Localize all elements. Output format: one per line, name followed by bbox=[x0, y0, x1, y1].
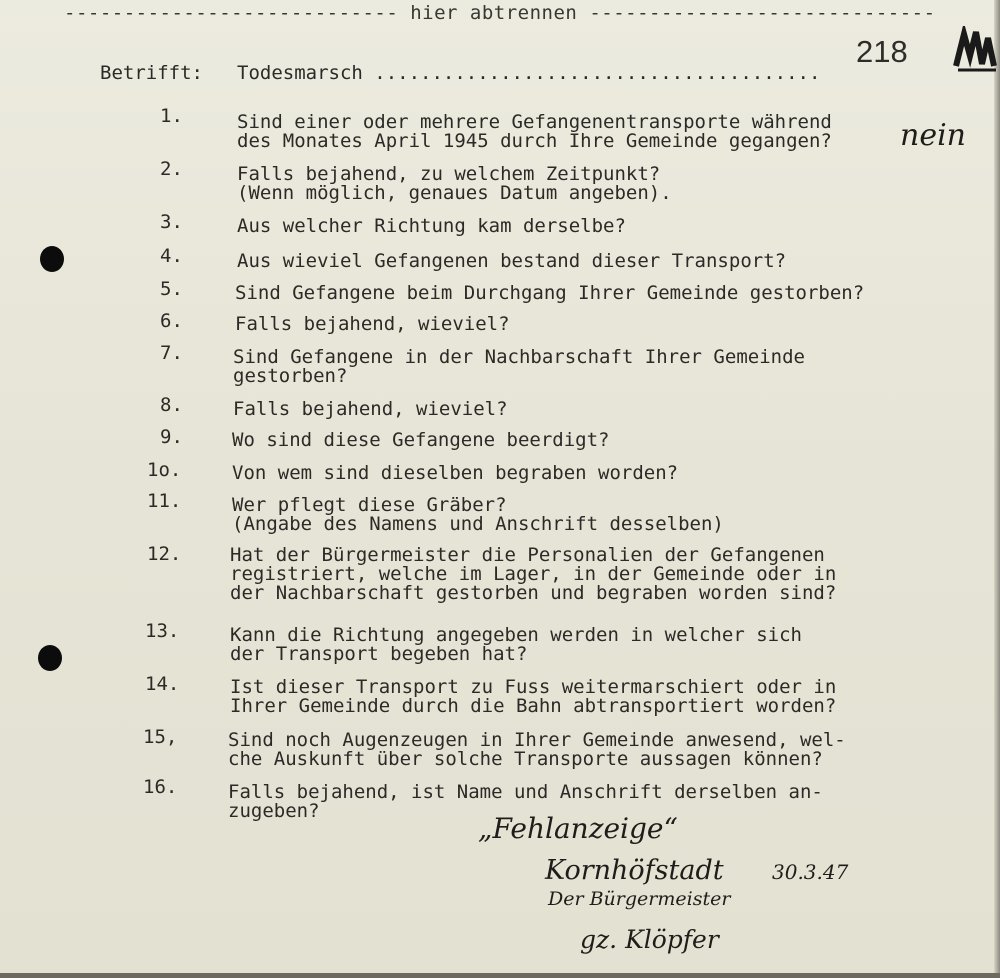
question-number: 2. bbox=[160, 158, 183, 180]
question-text: Aus wieviel Gefangenen bestand dieser Transport? bbox=[237, 250, 787, 272]
question-text: Von wem sind dieselben begraben worden? bbox=[232, 462, 679, 484]
handwritten-remark: „Fehlanzeige“ bbox=[478, 812, 678, 845]
question-text: Falls bejahend, wieviel? bbox=[233, 398, 508, 420]
handwritten-answer-no: nein bbox=[900, 118, 966, 153]
question-number: 1o. bbox=[147, 459, 182, 481]
handwritten-office: Der Bürgermeister bbox=[548, 888, 731, 910]
question-text: Sind einer oder mehrere Gefangenentransporte während des Monates April 1945 durch Ihre Gemeinde gegangen? bbox=[237, 111, 832, 152]
question-text: Kann die Richtung angegeben werden in welcher sich der Transport begeben hat? bbox=[230, 624, 802, 665]
question-number: 16. bbox=[143, 776, 178, 798]
question-number: 3. bbox=[160, 211, 183, 233]
handwritten-signature: gz. Klöpfer bbox=[580, 925, 719, 954]
question-text: Ist dieser Transport zu Fuss weitermarschiert oder in Ihrer Gemeinde durch die Bahn abtransportiert worden? bbox=[230, 676, 837, 717]
question-text: Wo sind diese Gefangene beerdigt? bbox=[232, 429, 610, 451]
question-number: 9. bbox=[160, 426, 183, 448]
punch-hole-upper bbox=[40, 246, 64, 272]
question-number: 5. bbox=[160, 278, 183, 300]
subject-label: Betrifft: bbox=[100, 62, 203, 84]
cut-line: ---------------------------- hier abtrennen ----------------------------- bbox=[64, 2, 936, 24]
question-text: Falls bejahend, zu welchem Zeitpunkt? (Wenn möglich, genaues Datum angeben). bbox=[237, 163, 672, 204]
question-text: Sind Gefangene beim Durchgang Ihrer Gemeinde gestorben? bbox=[235, 282, 865, 304]
question-number: 11. bbox=[147, 490, 182, 512]
handwritten-date: 30.3.47 bbox=[772, 860, 849, 884]
question-number: 12. bbox=[147, 543, 182, 565]
question-text: Aus welcher Richtung kam derselbe? bbox=[237, 215, 626, 237]
question-text: Sind Gefangene in der Nachbarschaft Ihrer Gemeinde gestorben? bbox=[233, 346, 805, 387]
page-edge-right bbox=[994, 0, 1000, 978]
question-number: 7. bbox=[160, 342, 183, 364]
question-number: 15, bbox=[143, 726, 178, 748]
page-number: 218 bbox=[856, 34, 908, 69]
handwritten-place: Kornhöfstadt bbox=[545, 855, 724, 886]
question-text: Wer pflegt diese Gräber? (Angabe des Namens und Anschrift desselben) bbox=[232, 494, 724, 535]
question-text: Falls bejahend, wieviel? bbox=[235, 313, 510, 335]
subject-value: Todesmarsch ....................................... bbox=[237, 62, 821, 84]
question-number: 4. bbox=[160, 245, 183, 267]
question-text: Sind noch Augenzeugen in Ihrer Gemeinde anwesend, wel- che Auskunft über solche Transporte aussagen können? bbox=[228, 729, 846, 770]
question-text: Hat der Bürgermeister die Personalien der Gefangenen registriert, welche im Lager, in der Gemeinde oder in der Nachbarschaft gestorben und begraben worden sind? bbox=[230, 544, 837, 604]
punch-hole-lower bbox=[38, 645, 62, 671]
question-number: 6. bbox=[160, 310, 183, 332]
question-number: 1. bbox=[160, 105, 183, 127]
question-text: Falls bejahend, ist Name und Anschrift derselben an- zugeben? bbox=[228, 781, 823, 822]
question-number: 8. bbox=[160, 394, 183, 416]
page-edge-bottom bbox=[0, 973, 1000, 978]
ink-stamp-mark bbox=[938, 26, 998, 78]
question-number: 14. bbox=[145, 673, 180, 695]
question-number: 13. bbox=[145, 620, 180, 642]
